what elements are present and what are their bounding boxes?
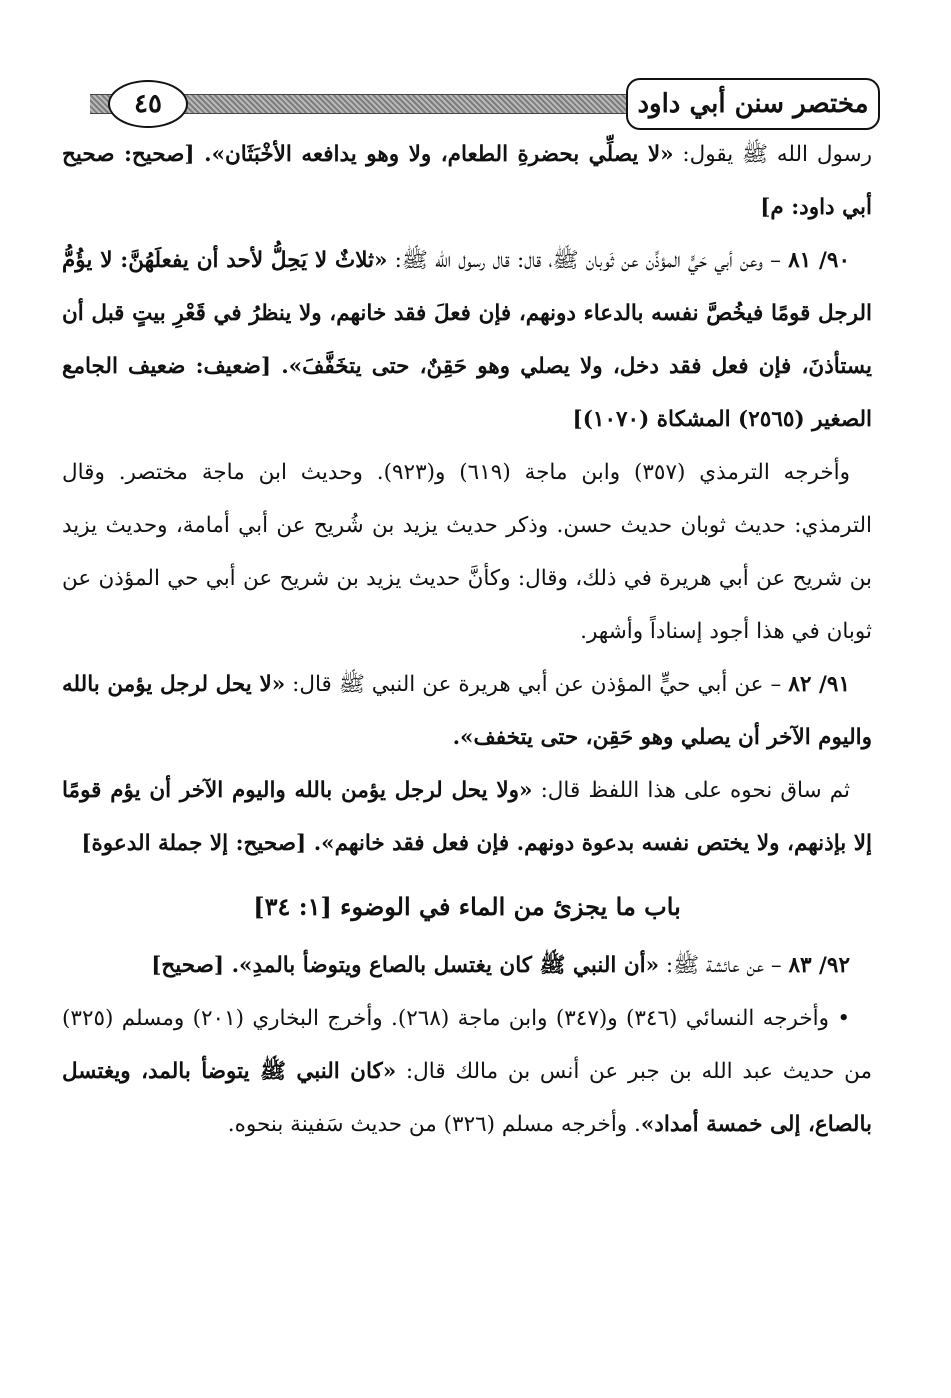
- hadith-90: [62, 234, 872, 446]
- page-number: ٤٥: [108, 80, 188, 128]
- page-header: [90, 78, 880, 128]
- hadith-text: «كان النبي ﷺ يتوضأ بالمد، ويغتسل بالصاع، إلى خمسة أمداد»: [62, 1059, 872, 1137]
- paragraph-text: – عن عائشة ﷺ:: [659, 953, 789, 978]
- hadith-number: ٩٢/ ٨٣: [788, 953, 850, 978]
- hadith-text: «لا يصلِّي بحضرةِ الطعام، ولا وهو يدافعه الأخْبَثَان». [صحيح: صحيح أبي داود: م]: [62, 142, 872, 220]
- hadith-text: «ثلاثٌ لا يَحِلُّ لأحد أن يفعلَهُنَّ: لا يؤُمُّ الرجل قومًا فيخُصَّ نفسه بالدعاء دونهم، فإن فعلَ فقد خانهم، ولا ينظرُ في قَعْرِ بيتٍ قبل أن يستأذنَ، فإن فعل فقد دخل، ولا يصلي وهو حَقِنٌ، حتى يتخَفَّفَ». [ضعيف: ضعيف الجامع الصغير (٢٥٦٥) المشكاة (١٠٧٠)]: [62, 248, 872, 432]
- hadith-92: [62, 939, 872, 992]
- book-title: مختصر سنن أبي داود: [626, 78, 880, 130]
- hadith-text: «أن النبي ﷺ كان يغتسل بالصاع ويتوضأ بالمدِ». [صحيح]: [151, 953, 660, 978]
- paragraph-text: ثم ساق نحوه على هذا اللفظ قال:: [532, 778, 850, 803]
- paragraph-text: رسول الله ﷺ يقول:: [673, 142, 872, 167]
- hadith-number: ٩٠/ ٨١: [788, 248, 850, 273]
- paragraph-7: [62, 992, 872, 1151]
- hadith-text: «لا يحل لرجل يؤمن بالله واليوم الآخر أن يصلي وهو حَقِن، حتى يتخفف».: [62, 672, 872, 750]
- chapter-heading: باب ما يجزئ من الماء في الوضوء [١: ٣٤]: [253, 892, 681, 921]
- paragraph-1: [62, 128, 872, 234]
- paragraph-text: • وأخرجه النسائي (٣٤٦) و(٣٤٧) وابن ماجة (٢٦٨). وأخرج البخاري (٢٠١) ومسلم (٣٢٥) من حديث عبد الله بن جبر عن أنس بن مالك قال:: [62, 1006, 872, 1084]
- paragraph-5: [62, 764, 872, 870]
- hadith-text: «ولا يحل لرجل يؤمن بالله واليوم الآخر أن يؤم قومًا إلا بإذنهم، ولا يختص نفسه بدعوة دونهم. فإن فعل فقد خانهم». [صحيح: إلا جملة الدعوة]: [62, 778, 872, 856]
- paragraph-text: – وعن أبي حَيٍّ المؤذِّن عن ثَوبان ﷺ، قال: قال رسول الله ﷺ:: [387, 248, 789, 273]
- paragraph-text: . وأخرجه مسلم (٣٢٦) من حديث سَفينة بنحوه.: [227, 1112, 641, 1137]
- commentary-paragraph: وأخرجه الترمذي (٣٥٧) وابن ماجة (٦١٩) و(٩٢٣). وحديث ابن ماجة مختصر. وقال الترمذي: حديث ثوبان حديث حسن. وذكر حديث يزيد بن شُريح عن أبي أمامة، وحديث يزيد بن شريح عن أبي هريرة في ذلك، وقال: وكأنَّ حديث يزيد بن شريح عن أبي حي المؤذن عن ثوبان في هذا أجود إسناداً وأشهر.: [62, 460, 872, 644]
- page-body: [62, 128, 872, 1151]
- hadith-91: [62, 658, 872, 764]
- paragraph-text: – عن أبي حيٍّ المؤذن عن أبي هريرة عن النبي ﷺ قال:: [285, 672, 789, 697]
- hadith-number: ٩١/ ٨٢: [788, 672, 850, 697]
